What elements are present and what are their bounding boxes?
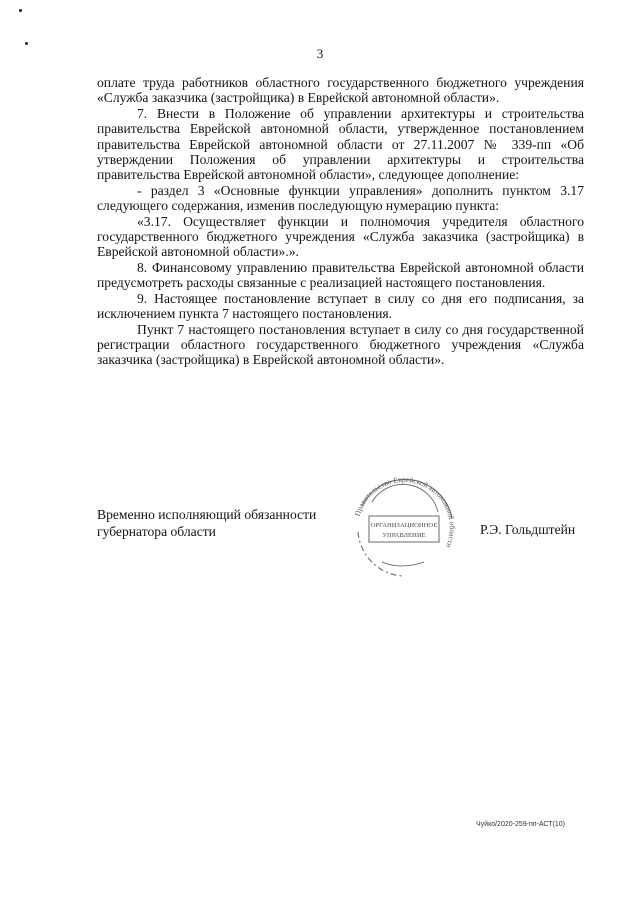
- signatory-title-line2: губернатора области: [97, 524, 216, 539]
- signatory-name: Р.Э. Гольдштейн: [480, 522, 576, 537]
- signatory-title-line1: Временно исполняющий обязанности: [97, 507, 317, 522]
- paragraph-7-amendment: - раздел 3 «Основные функции управления» дополнить пунктом 3.17 следующего содержания, изменив последующую нумерацию пункта:: [97, 182, 584, 214]
- paragraph-continuation: оплате труда работников областного государственного бюджетного учреждения «Служба заказчика (застройщика) в Еврейской автономной области».: [97, 75, 584, 106]
- signatory-title: [97, 506, 316, 540]
- scan-dot: [25, 42, 28, 45]
- scan-dot: [19, 9, 22, 12]
- document-body: [97, 75, 584, 368]
- paragraph-3-17: «3.17. Осуществляет функции и полномочия учредителя областного государственного бюджетного учреждения «Служба заказчика (застройщика) в Еврейской автономной области».».: [97, 213, 584, 260]
- paragraph-7: 7. Внести в Положение об управлении архитектуры и строительства правительства Еврейской автономной области, утвержденное постановлением правительства Еврейской автономной области от 27.11.2007 № 339-пп «Об утверждении Положения об управлении архитектуры и строительства правительства Еврейской автономной области», следующее дополнение:: [97, 105, 584, 183]
- seal-center-line1: ОРГАНИЗАЦИОННОЕ: [370, 522, 438, 529]
- seal-ring-text: Правительство Еврейской автономной области: [352, 474, 458, 550]
- handwritten-signature-stroke: [382, 562, 424, 566]
- paragraph-9: 9. Настоящее постановление вступает в силу со дня его подписания, за исключением пункта 7 настоящего постановления.: [97, 290, 584, 322]
- paragraph-8: 8. Финансовому управлению правительства Еврейской автономной области предусмотреть расходы связанные с реализацией настоящего постановления.: [97, 259, 584, 291]
- page-number: 3: [316, 46, 324, 61]
- seal-center-line2: УПРАВЛЕНИЕ: [382, 532, 426, 539]
- paragraph-effective-date: Пункт 7 настоящего постановления вступает в силу со дня государственной регистрации областного государственного бюджетного учреждения «Служба заказчика (застройщика) в Еврейской автономной области».: [97, 321, 584, 368]
- official-seal-stamp: [342, 466, 466, 590]
- document-footer-code: Чуйко/2020-259-пп-АСТ(10): [476, 821, 565, 828]
